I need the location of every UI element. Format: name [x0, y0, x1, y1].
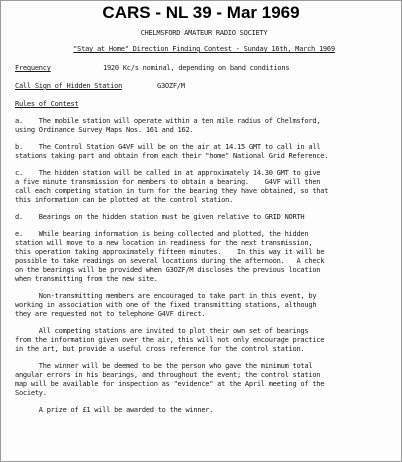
contest-document — [15, 29, 393, 415]
rule-a — [15, 117, 393, 135]
text-line: working in association with one of the fixed transmitting stations, although — [15, 301, 317, 309]
text-line: d. Bearings on the hidden station must be given relative to GRID NORTH — [15, 213, 305, 221]
text-line: Society. — [15, 389, 47, 397]
text-line: c. The hidden station will be called in at approximately 14.30 GMT to give — [15, 169, 321, 177]
text-line: Non-transmitting members are encouraged to take part in this event, by — [15, 292, 317, 300]
text-line: when transmitting from the new site. — [15, 275, 158, 283]
text-line: a five minute transmission for members to obtain a bearing. G4VF will then — [15, 178, 321, 186]
callsign-value: G3OZF/M — [157, 82, 185, 90]
rule-e — [15, 230, 393, 284]
rule-d — [15, 213, 393, 222]
paragraph-prize — [15, 406, 393, 415]
text-line: a. The mobile station will operate within a ten mile radius of Chelmsford, — [15, 117, 321, 125]
text-line: b. The Control Station G4VF will be on the air at 14.15 GMT to call in all — [15, 143, 321, 151]
rule-c — [15, 169, 393, 205]
text-line: possible to take readings on several locations during the afternoon. A check — [15, 257, 325, 265]
rules-heading: Rules of Contest — [15, 100, 79, 108]
text-line: call each competing station in turn for the bearing they have obtained, so that — [15, 187, 329, 195]
text-line: this information can be plotted at the control station. — [15, 196, 234, 204]
society-name: CHELMSFORD AMATEUR RADIO SOCIETY — [140, 29, 268, 37]
text-line: map will be available for inspection as "evidence" at the April meeting of the — [15, 380, 325, 388]
callsign-label: Call Sign of Hidden Station — [15, 82, 123, 90]
text-line: station will move to a new location in readiness for the next transmission, — [15, 239, 313, 247]
text-line: angular errors in his bearings, and throughout the event; the control station — [15, 371, 321, 379]
text-line: e. While bearing information is being collected and plotted, the hidden — [15, 230, 309, 238]
paragraph-plot-bearings — [15, 327, 393, 354]
frequency-label: Frequency — [15, 64, 51, 72]
paragraph-non-transmitting — [15, 292, 393, 319]
text-line: from the information given over the air, this will not only encourage practice — [15, 336, 325, 344]
text-line: A prize of £1 will be awarded to the winner. — [15, 406, 214, 414]
text-line: in the art, but provide a useful cross reference for the control station. — [15, 345, 305, 353]
rule-b — [15, 143, 393, 161]
event-title: "Stay at Home" Direction Finding Contest - Sunday 16th, March 1969 — [73, 45, 335, 53]
text-line: this operation taking approximately fifteen minutes. In this way it will be — [15, 248, 325, 256]
text-line: The winner will be deemed to be the person who gave the minimum total — [15, 362, 313, 370]
text-line: using Ordinance Survey Maps Nos. 161 and 162. — [15, 126, 194, 134]
text-line: stations taking part and obtain from each their "home" National Grid Reference. — [15, 152, 329, 160]
text-line: they are requested not to telephone G4VF direct. — [15, 310, 206, 318]
callsign-row — [15, 82, 393, 91]
paragraph-winner — [15, 362, 393, 398]
newsletter-banner: CARS - NL 39 - Mar 1969 — [102, 3, 300, 22]
frequency-row — [15, 64, 393, 73]
frequency-value: 1920 Kc/s nominal, depending on band conditions — [103, 64, 290, 72]
text-line: All competing stations are invited to plot their own set of bearings — [15, 327, 309, 335]
text-line: on the bearings will be provided when G3OZF/M discloses the previous location — [15, 266, 321, 274]
